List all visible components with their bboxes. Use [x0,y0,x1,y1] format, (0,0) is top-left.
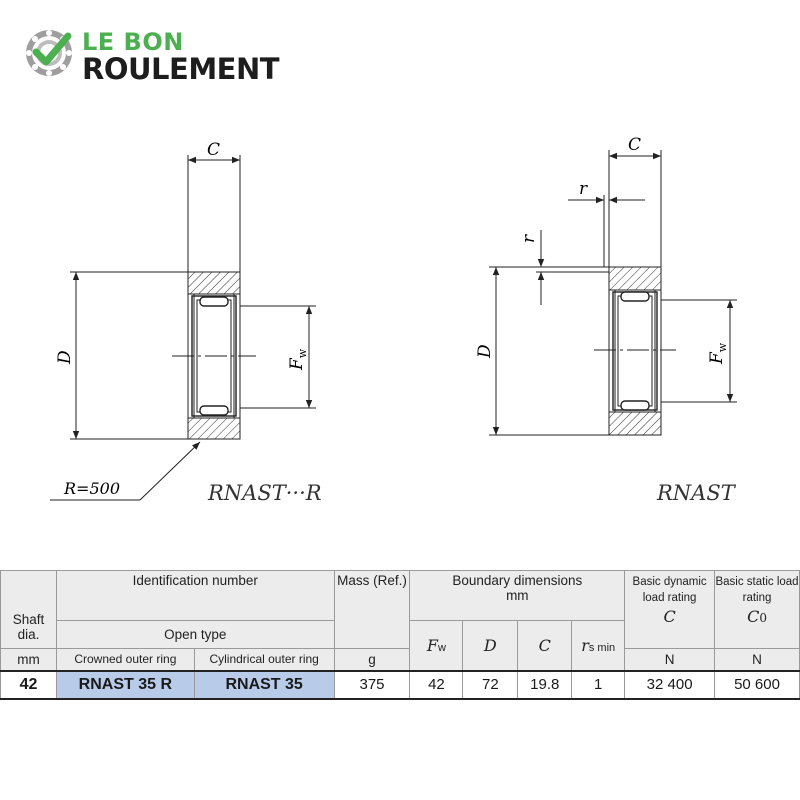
caption-rnast: RNAST [657,481,735,505]
roller-top [621,292,649,301]
bearing-drawings [0,120,800,540]
header-dynamic: Basic dynamic load rating C [625,571,715,649]
cell-dynamic: 32 400 [625,671,715,699]
label-c-left: C [207,140,221,160]
roller-bottom [200,406,228,415]
cell-cylindrical-part[interactable]: RNAST 35 [194,671,334,699]
header-dynamic-unit: N [625,649,715,671]
outer-ring-bottom [609,412,661,435]
cell-shaft: 42 [1,671,57,699]
header-rs: rs min [572,621,625,671]
header-identification: Identification number [56,571,334,621]
header-shaft-unit: mm [1,649,57,671]
roller-bottom [621,401,649,410]
bearing-check-icon [26,30,72,76]
header-fw: Fw [410,621,463,671]
outer-ring-bottom [188,418,240,439]
cell-d: 72 [463,671,518,699]
header-mass-unit: g [334,649,410,671]
cell-crowned-part[interactable]: RNAST 35 R [56,671,194,699]
outer-ring-top [609,267,661,290]
table-row [1,671,800,699]
label-radius: R=500 [64,479,120,498]
outer-ring-top [188,272,240,294]
label-r-top: r [579,179,588,199]
cell-rs: 1 [572,671,625,699]
header-crowned: Crowned outer ring [56,649,194,671]
header-mass: Mass (Ref.) [334,571,410,649]
cell-static: 50 600 [715,671,800,699]
brand-name-line1: LE BON [82,28,184,56]
header-c: C [518,621,572,671]
header-shaft: Shaft dia. [1,571,57,649]
header-static: Basic static load rating C0 [715,571,800,649]
cell-mass: 375 [334,671,410,699]
brand-name-line2: ROULEMENT [82,52,280,86]
label-fw-left: $F_w$ [287,348,309,370]
header-d: D [463,621,518,671]
header-cylindrical: Cylindrical outer ring [194,649,334,671]
label-c-right: C [628,135,642,155]
label-fw-right: $F_w$ [707,342,729,364]
cell-c: 19.8 [518,671,572,699]
header-static-unit: N [715,649,800,671]
header-open-type: Open type [56,621,334,649]
label-d-right: D [475,344,495,358]
cell-fw: 42 [410,671,463,699]
label-r-side: r [519,234,539,243]
caption-rnast-r: RNAST···R [208,481,322,505]
drawing-rnast [489,150,737,435]
label-d-left: D [55,350,75,364]
roller-top [200,297,228,306]
header-boundary: Boundary dimensions mm [410,571,625,621]
spec-table [0,570,800,700]
drawing-rnast-r [50,155,316,500]
